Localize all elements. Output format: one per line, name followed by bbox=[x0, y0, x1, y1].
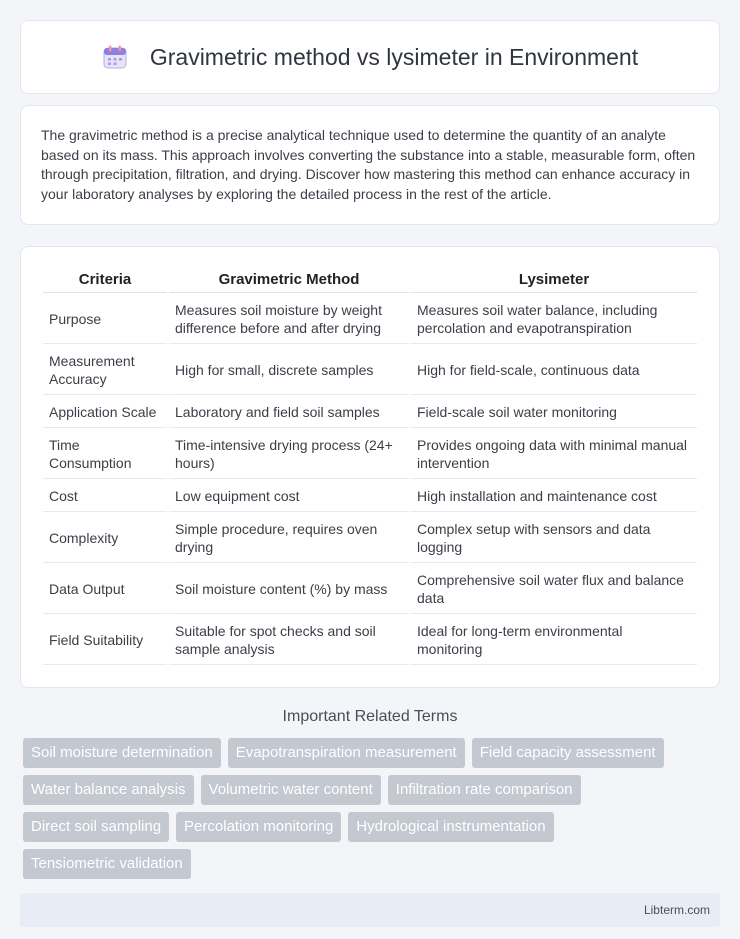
cell-lysimeter: Provides ongoing data with minimal manual intervention bbox=[411, 430, 697, 479]
cell-lysimeter: High installation and maintenance cost bbox=[411, 481, 697, 512]
cell-criteria: Field Suitability bbox=[43, 616, 167, 665]
cell-lysimeter: Measures soil water balance, including percolation and evapotranspiration bbox=[411, 295, 697, 344]
cell-lysimeter: Field-scale soil water monitoring bbox=[411, 397, 697, 428]
cell-criteria: Cost bbox=[43, 481, 167, 512]
header-lysimeter: Lysimeter bbox=[411, 267, 697, 293]
term-tag[interactable]: Tensiometric validation bbox=[23, 849, 191, 879]
table-row bbox=[43, 295, 697, 344]
table-row bbox=[43, 514, 697, 563]
cell-gravimetric: Time-intensive drying process (24+ hours) bbox=[169, 430, 409, 479]
term-tag[interactable]: Water balance analysis bbox=[23, 775, 194, 805]
cell-gravimetric: Suitable for spot checks and soil sample analysis bbox=[169, 616, 409, 665]
table-row bbox=[43, 481, 697, 512]
footer-site-link[interactable]: Libterm.com bbox=[643, 903, 710, 917]
cell-lysimeter: Ideal for long-term environmental monitoring bbox=[411, 616, 697, 665]
term-tag[interactable]: Hydrological instrumentation bbox=[348, 812, 553, 842]
footer bbox=[20, 893, 720, 927]
cell-criteria: Application Scale bbox=[43, 397, 167, 428]
comparison-table bbox=[41, 265, 699, 667]
term-tag[interactable]: Field capacity assessment bbox=[472, 738, 664, 768]
cell-criteria: Complexity bbox=[43, 514, 167, 563]
header-gravimetric: Gravimetric Method bbox=[169, 267, 409, 293]
cell-gravimetric: Measures soil moisture by weight difference before and after drying bbox=[169, 295, 409, 344]
table-row bbox=[43, 397, 697, 428]
term-tag[interactable]: Evapotranspiration measurement bbox=[228, 738, 465, 768]
cell-gravimetric: Simple procedure, requires oven drying bbox=[169, 514, 409, 563]
page-title: Gravimetric method vs lysimeter in Environment bbox=[149, 43, 639, 70]
cell-criteria: Time Consumption bbox=[43, 430, 167, 479]
table-row bbox=[43, 430, 697, 479]
table-header-row bbox=[43, 267, 697, 293]
term-tag[interactable]: Soil moisture determination bbox=[23, 738, 221, 768]
header-criteria: Criteria bbox=[43, 267, 167, 293]
page-header bbox=[20, 20, 720, 94]
cell-gravimetric: High for small, discrete samples bbox=[169, 346, 409, 395]
table-row bbox=[43, 346, 697, 395]
cell-lysimeter: Comprehensive soil water flux and balance data bbox=[411, 565, 697, 614]
cell-lysimeter: High for field-scale, continuous data bbox=[411, 346, 697, 395]
cell-criteria: Data Output bbox=[43, 565, 167, 614]
related-terms-title: Important Related Terms bbox=[282, 708, 458, 725]
cell-lysimeter: Complex setup with sensors and data logging bbox=[411, 514, 697, 563]
comparison-card bbox=[20, 246, 720, 688]
cell-gravimetric: Low equipment cost bbox=[169, 481, 409, 512]
intro-card bbox=[20, 105, 720, 225]
calendar-icon bbox=[102, 44, 128, 70]
table-row bbox=[43, 616, 697, 665]
term-tag[interactable]: Percolation monitoring bbox=[176, 812, 341, 842]
cell-criteria: Purpose bbox=[43, 295, 167, 344]
table-row bbox=[43, 565, 697, 614]
related-terms-list bbox=[20, 738, 720, 879]
cell-gravimetric: Soil moisture content (%) by mass bbox=[169, 565, 409, 614]
cell-gravimetric: Laboratory and field soil samples bbox=[169, 397, 409, 428]
term-tag[interactable]: Volumetric water content bbox=[201, 775, 381, 805]
term-tag[interactable]: Infiltration rate comparison bbox=[388, 775, 581, 805]
cell-criteria: Measurement Accuracy bbox=[43, 346, 167, 395]
intro-text: The gravimetric method is a precise analytical technique used to determine the quantity of an analyte based on its mass. This approach involves converting the substance into a stable, measurable form, often through precipitation, filtration, and drying. Discover how mastering this method can enhance accuracy in your laboratory analyses by exploring the detailed process in the rest of the article. bbox=[41, 127, 696, 202]
term-tag[interactable]: Direct soil sampling bbox=[23, 812, 169, 842]
